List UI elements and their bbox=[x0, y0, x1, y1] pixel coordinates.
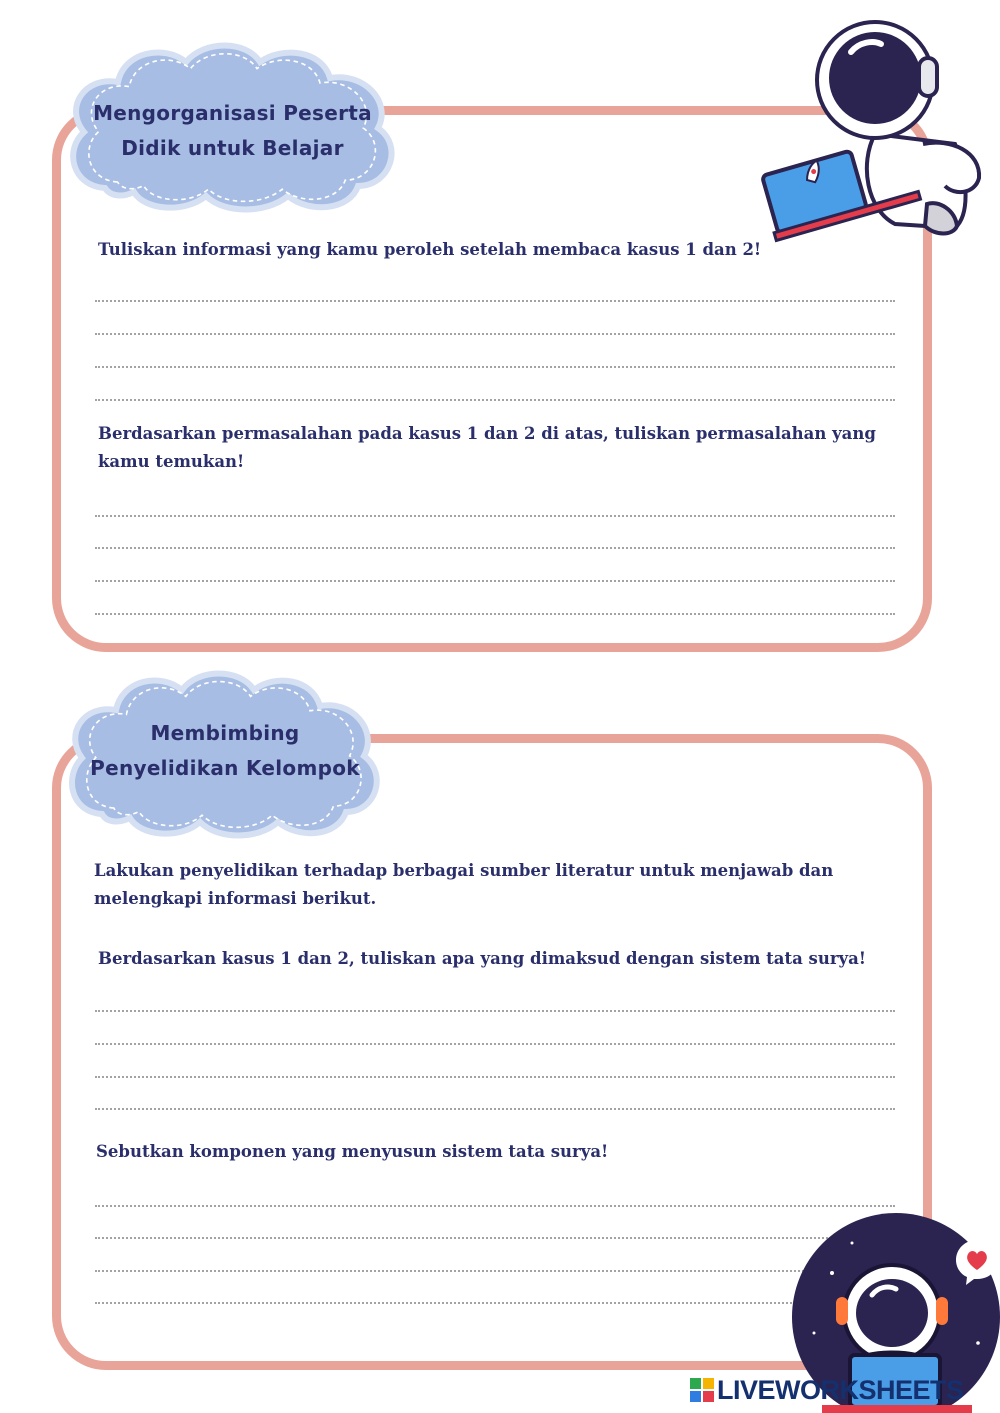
answer-line[interactable] bbox=[95, 1076, 895, 1078]
section-1-title-line-2: Didik untuk Belajar bbox=[121, 136, 344, 160]
section-2-instruction: Lakukan penyelidikan terhadap berbagai sumber literatur untuk menjawab dan melengkapi informasi berikut. bbox=[94, 861, 834, 908]
liveworksheets-watermark bbox=[690, 1374, 964, 1406]
answer-line[interactable] bbox=[95, 515, 895, 517]
answer-line[interactable] bbox=[95, 1043, 895, 1045]
liveworksheets-brand: LIVEWORKSHEETS bbox=[717, 1374, 964, 1405]
answer-line[interactable] bbox=[95, 366, 895, 368]
answer-line[interactable] bbox=[95, 300, 895, 302]
answer-line[interactable] bbox=[95, 613, 895, 615]
answer-line[interactable] bbox=[95, 399, 895, 401]
heart-chat-icon bbox=[954, 1238, 1000, 1286]
answer-line[interactable] bbox=[95, 580, 895, 582]
section-2-title-cloud bbox=[60, 664, 390, 840]
answer-line[interactable] bbox=[95, 1205, 895, 1207]
section-2-question-2: Sebutkan komponen yang menyusun sistem tata surya! bbox=[96, 1142, 609, 1161]
answer-line[interactable] bbox=[95, 547, 895, 549]
answer-line[interactable] bbox=[95, 1237, 895, 1239]
answer-line[interactable] bbox=[95, 1010, 895, 1012]
answer-line[interactable] bbox=[95, 333, 895, 335]
answer-line[interactable] bbox=[95, 1302, 895, 1304]
answer-line[interactable] bbox=[95, 1108, 895, 1110]
answer-line[interactable] bbox=[95, 1270, 895, 1272]
section-2-title-line-2: Penyelidikan Kelompok bbox=[90, 756, 360, 780]
liveworksheets-logo-icon bbox=[690, 1378, 714, 1402]
section-2-title-line-1: Membimbing bbox=[150, 721, 300, 745]
section-1-title-cloud bbox=[60, 38, 405, 214]
astronaut-laptop-icon bbox=[755, 14, 990, 244]
section-2-question-1: Berdasarkan kasus 1 dan 2, tuliskan apa yang dimaksud dengan sistem tata surya! bbox=[98, 949, 867, 968]
section-1-question-2: Berdasarkan permasalahan pada kasus 1 dan 2 di atas, tuliskan permasalahan yang kamu temukan! bbox=[98, 424, 876, 471]
section-1-question-1: Tuliskan informasi yang kamu peroleh setelah membaca kasus 1 dan 2! bbox=[98, 240, 762, 259]
section-1-title-line-1: Mengorganisasi Peserta bbox=[93, 101, 372, 125]
